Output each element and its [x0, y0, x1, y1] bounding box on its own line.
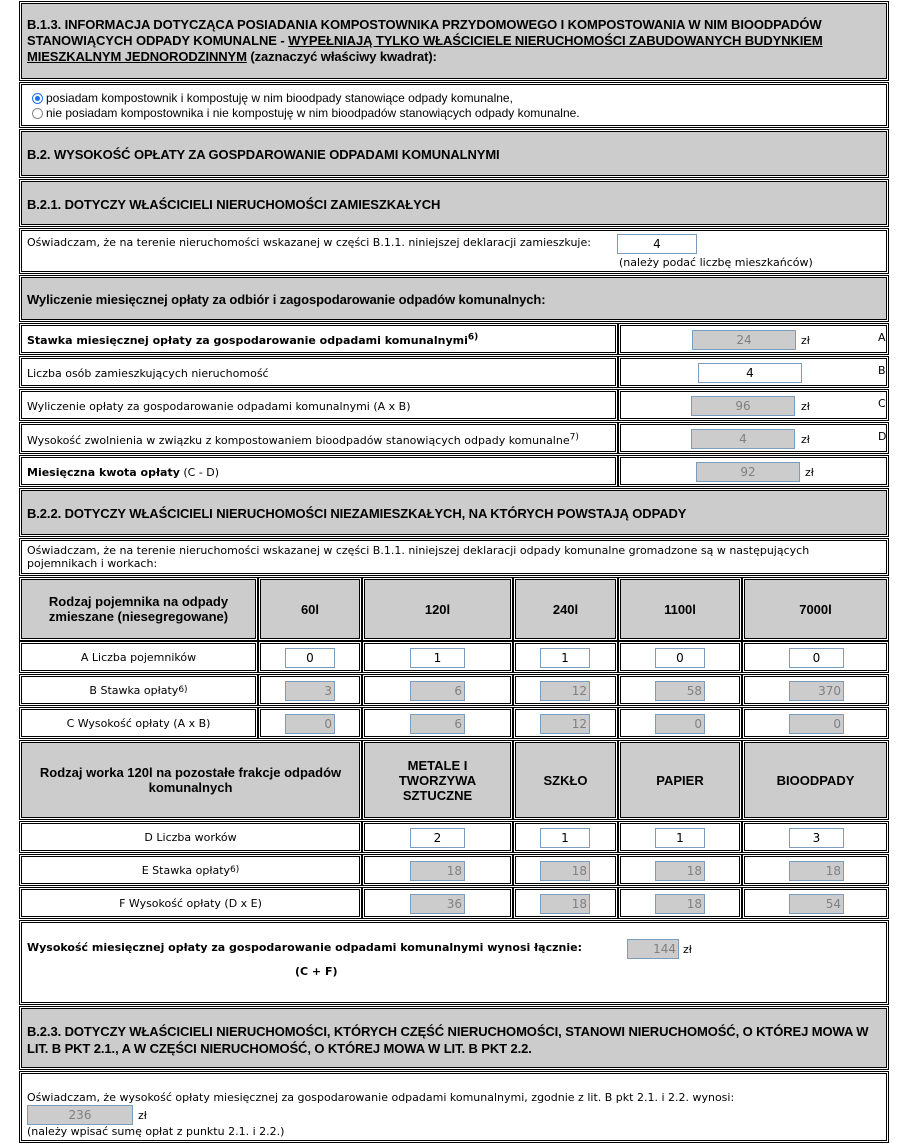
col-1100l: 1100l [620, 579, 740, 639]
bags-glass-input[interactable]: 1 [540, 828, 590, 848]
cell [744, 856, 887, 884]
header-text: Rodzaj pojemnika na odpady zmieszane (niesegregowane) [48, 594, 229, 624]
cell [515, 823, 616, 851]
section-b2-header [21, 131, 887, 176]
row-a-containers-label: A Liczba pojemników [21, 643, 256, 671]
rate-paper-input[interactable]: 18 [655, 861, 705, 881]
containers-declaration [21, 540, 887, 574]
option-label: nie posiadam kompostownika i nie kompostuję w nim bioodpadów stanowiących odpady komunalne. [46, 106, 580, 120]
rate-7000l-input[interactable]: 370 [789, 681, 844, 701]
row-letter: B [878, 364, 886, 377]
b22-title: B.2.2. DOTYCZY WŁAŚCICIELI NIERUCHOMOŚCI NIEZAMIESZKAŁYCH, NA KTÓRYCH POWSTAJĄ ODPADY [27, 506, 687, 521]
cell [364, 676, 511, 704]
residents-count-input[interactable]: 4 [617, 234, 697, 254]
count-60l-input[interactable]: 0 [285, 648, 335, 668]
row-c-value [620, 391, 887, 419]
cell [260, 676, 360, 704]
label-text: Stawka miesięcznej opłaty za gospodarowanie odpadami komunalnymi [27, 334, 468, 347]
bags-bio-input[interactable]: 3 [789, 828, 844, 848]
radio-unselected-icon[interactable] [32, 108, 43, 119]
rate-240l-input[interactable]: 12 [540, 681, 590, 701]
row-letter: C [878, 397, 886, 410]
row-a-label [21, 325, 616, 353]
currency-label: zł [138, 1109, 147, 1122]
section-b21-header [21, 181, 887, 225]
cell [744, 889, 887, 917]
rate-60l-input[interactable]: 3 [285, 681, 335, 701]
fee-metals-input[interactable]: 36 [410, 894, 465, 914]
row-d-bags-label: D Liczba worków [21, 823, 360, 851]
section-b22-header [21, 490, 887, 535]
b21-title: B.2.1. DOTYCZY WŁAŚCICIELI NIERUCHOMOŚCI ZAMIESZKAŁYCH [27, 197, 441, 212]
label-text: (C - D) [179, 466, 220, 479]
b23-title: B.2.3. DOTYCZY WŁAŚCICIELI NIERUCHOMOŚCI, KTÓRYCH CZĘŚĆ NIERUCHOMOŚCI, STANOWI NIERUCHOMOŚĆ, O KTÓREJ MOWA W LIT. B PKT 2.1., A W CZĘŚCI NIERUCHOMOŚĆ, O KTÓREJ MOWA W LIT. B PKT 2.2. [27, 1024, 869, 1056]
fee-glass-input[interactable]: 18 [540, 894, 590, 914]
cell [620, 856, 740, 884]
count-240l-input[interactable]: 1 [540, 648, 590, 668]
row-c-label [21, 391, 616, 419]
total-label: Wysokość miesięcznej opłaty za gospodarowanie odpadami komunalnymi wynosi łącznie: [27, 941, 582, 954]
cell [515, 856, 616, 884]
fee-240l-input[interactable]: 12 [540, 714, 590, 734]
residents-declaration [21, 230, 887, 272]
rate-120l-input[interactable]: 6 [410, 681, 465, 701]
footnote: 6) [467, 332, 479, 343]
fee-60l-input[interactable]: 0 [285, 714, 335, 734]
col-glass: SZKŁO [515, 742, 616, 818]
total-fee-input[interactable]: 144 [627, 939, 679, 959]
radio-selected-icon[interactable] [32, 93, 43, 104]
bags-header [21, 742, 360, 818]
row-total-value [620, 457, 887, 485]
fee-bio-input[interactable]: 54 [789, 894, 844, 914]
cell [364, 709, 511, 737]
cell [364, 823, 511, 851]
rate-input[interactable]: 24 [692, 330, 796, 350]
residents-declaration-text: Oświadczam, że na terenie nieruchomości wskazanej w części B.1.1. niniejszej deklaracji zamieszkuje: [27, 236, 591, 249]
currency-label: zł [801, 334, 810, 347]
col-240l: 240l [515, 579, 616, 639]
header-text: METALE I TWORZYWA SZTUCZNE [398, 757, 477, 803]
row-total-label [21, 457, 616, 485]
combined-fee-box [21, 1073, 887, 1141]
fee-paper-input[interactable]: 18 [655, 894, 705, 914]
label-text: Liczba osób zamieszkujących nieruchomość [27, 367, 269, 380]
row-f-bags-label: F Wysokość opłaty (D x E) [21, 889, 360, 917]
option-label: posiadam kompostownik i kompostuję w nim bioodpady stanowiące odpady komunalne, [46, 91, 513, 105]
cell [364, 889, 511, 917]
label-bold: Miesięczna kwota opłaty [27, 466, 180, 479]
b13-title-part1: B.1.3. INFORMACJA DOTYCZĄCA POSIADANIA KOMPOSTOWNIKA PRZYDOMOWEGO I KOMPOSTOWANIA W NIM BIOODPADÓW STANOWIĄCYCH ODPADY KOMUNALNE - [27, 17, 822, 48]
calc-header [21, 277, 887, 320]
monthly-amount-input[interactable]: 92 [696, 462, 800, 482]
label-text: Wyliczenie opłaty za gospodarowanie odpadami komunalnymi (A x B) [27, 400, 411, 413]
fee-calc-input[interactable]: 96 [691, 396, 795, 416]
cell [515, 889, 616, 917]
cell [620, 823, 740, 851]
col-metals-plastics [364, 742, 511, 818]
row-e-bags-label: E Stawka opłaty 6) [21, 856, 360, 884]
cell [620, 643, 740, 671]
cell [364, 643, 511, 671]
currency-label: zł [683, 943, 692, 956]
cell [260, 709, 360, 737]
combined-fee-input[interactable]: 236 [27, 1105, 133, 1125]
compost-option-yes[interactable] [32, 91, 886, 106]
footnote: 7) [569, 432, 579, 443]
rate-metals-input[interactable]: 18 [410, 861, 465, 881]
b2-title: B.2. WYSOKOŚĆ OPŁATY ZA GOSPDAROWANIE ODPADAMI KOMUNALNYMI [27, 147, 500, 162]
col-120l: 120l [364, 579, 511, 639]
section-b23-header [21, 1008, 887, 1068]
label-text: Wysokość zwolnienia w związku z kompostowaniem bioodpadów stanowiących odpady komunalne [27, 434, 570, 447]
row-letter: A [878, 331, 886, 344]
col-60l: 60l [260, 579, 360, 639]
cell [744, 643, 887, 671]
col-7000l: 7000l [744, 579, 887, 639]
currency-label: zł [805, 466, 814, 479]
cell [515, 709, 616, 737]
residents-hint: (należy podać liczbę mieszkańców) [619, 256, 813, 269]
row-c-containers-label: C Wysokość opłaty (A x B) [21, 709, 256, 737]
cell [364, 856, 511, 884]
cell [260, 643, 360, 671]
col-paper: PAPIER [620, 742, 740, 818]
fee-1100l-input[interactable]: 0 [655, 714, 705, 734]
compost-options [21, 84, 887, 126]
label-text: E Stawka opłaty [141, 863, 231, 877]
exemption-input[interactable]: 4 [691, 429, 795, 449]
calc-title: Wyliczenie miesięcznej opłaty za odbiór i zagospodarowanie odpadów komunalnych: [27, 292, 546, 307]
total-formula: (C + F) [295, 965, 338, 978]
containers-declaration-text: Oświadczam, że na terenie nieruchomości wskazanej w części B.1.1. niniejszej deklaracji odpady komunalne gromadzone są w następujących pojemnikach i workach: [27, 544, 810, 570]
cell [620, 676, 740, 704]
count-120l-input[interactable]: 1 [410, 648, 465, 668]
row-d-label [21, 424, 616, 452]
rate-1100l-input[interactable]: 58 [655, 681, 705, 701]
combined-declaration: Oświadczam, że wysokość opłaty miesięcznej za gospodarowanie odpadami komunalnymi, zgodnie z lit. B pkt 2.1. i 2.2. wynosi: [27, 1091, 735, 1104]
label-text: B Stawka opłaty [89, 683, 179, 697]
total-fee-box [21, 922, 887, 1003]
row-letter: D [878, 430, 887, 443]
count-1100l-input[interactable]: 0 [655, 648, 705, 668]
compost-option-no[interactable] [32, 106, 886, 121]
bags-paper-input[interactable]: 1 [655, 828, 705, 848]
col-bio: BIOODPADY [744, 742, 887, 818]
cell [620, 709, 740, 737]
row-d-value [620, 424, 887, 452]
count-7000l-input[interactable]: 0 [789, 648, 844, 668]
bags-metals-input[interactable]: 2 [410, 828, 465, 848]
fee-7000l-input[interactable]: 0 [789, 714, 844, 734]
cell [744, 823, 887, 851]
row-b-containers-label: B Stawka opłaty 6) [21, 676, 256, 704]
rate-bio-input[interactable]: 18 [789, 861, 844, 881]
cell [744, 676, 887, 704]
currency-label: zł [801, 400, 810, 413]
persons-input[interactable]: 4 [698, 363, 802, 383]
containers-header [21, 579, 256, 639]
row-a-value [620, 325, 887, 353]
combined-hint: (należy wpisać sumę opłat z punktu 2.1. i 2.2.) [27, 1125, 285, 1138]
currency-label: zł [801, 433, 810, 446]
rate-glass-input[interactable]: 18 [540, 861, 590, 881]
cell [620, 889, 740, 917]
header-text: Rodzaj worka 120l na pozostałe frakcje odpadów komunalnych [39, 765, 342, 795]
cell [515, 676, 616, 704]
row-b-label [21, 358, 616, 386]
section-b13-header [21, 3, 887, 79]
fee-120l-input[interactable]: 6 [410, 714, 465, 734]
b13-title-part2: (zaznaczyć właściwy kwadrat): [246, 49, 437, 64]
row-b-value [620, 358, 887, 386]
cell [744, 709, 887, 737]
cell [515, 643, 616, 671]
b13-title-underlined: WYPEŁNIAJĄ TYLKO WŁAŚCICIELE NIERUCHOMOŚCI ZABUDOWANYCH BUDYNKIEM MIESZKALNYM JEDNORODZINNYM [27, 33, 823, 64]
